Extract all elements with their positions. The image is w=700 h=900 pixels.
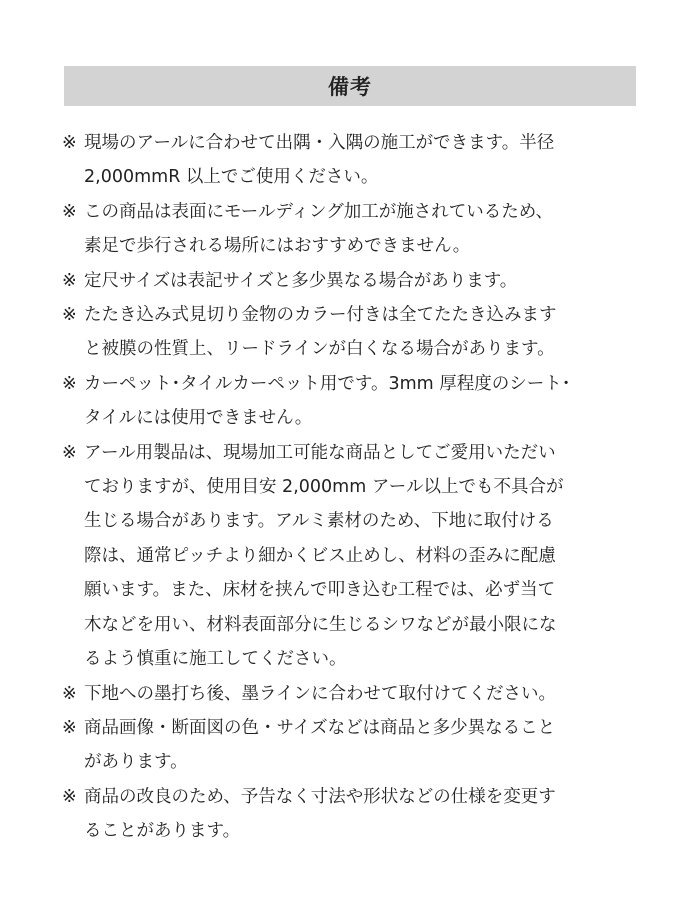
note-item [62,264,642,298]
note-item [62,195,642,264]
note-line: 商品画像・断面図の色・サイズなどは商品と多少異なること [84,717,556,738]
note-text [84,711,555,780]
note-line: 商品の改良のため、予告なく寸法や形状などの仕様を変更す [84,786,556,807]
note-item [62,677,642,711]
note-text [84,436,563,677]
note-item [62,711,642,780]
note-item [62,780,642,849]
note-line: るよう慎重に施工してください。 [84,649,347,670]
note-line: 素足で歩行される場所にはおすすめできません。 [84,236,471,257]
note-item [62,298,642,367]
note-text [84,264,517,298]
notes-list [62,126,642,849]
note-text [84,367,571,436]
note-line: ることがあります。 [84,821,241,842]
note-text [84,195,553,264]
note-line: 現場のアールに合わせて出隅・入隅の施工ができます。半径 [84,133,555,153]
note-line: 願います。また、床材を挟んで叩き込む工程では、必ず当て [84,580,556,601]
note-line: 2,000mmR 以上でご使用ください。 [84,167,379,188]
note-line: 生じる場合があります。アルミ素材のため、下地に取付ける [84,511,554,532]
note-line: たたき込み式見切り金物のカラー付きは全てたたき込みます [84,305,557,326]
note-mark: ※ [62,717,77,738]
note-line: この商品は表面にモールディング加工が施されているため、 [84,201,553,222]
note-line: 定尺サイズは表記サイズと多少異なる場合があります。 [84,270,518,291]
note-text [84,677,556,711]
note-line: 木などを用い、材料表面部分に生じるシワなどが最小限にな [84,614,557,635]
note-line: 下地への墨打ち後、墨ラインに合わせて取付けてください。 [84,683,556,704]
note-mark: ※ [62,201,77,222]
note-mark: ※ [62,133,77,153]
remarks-header [64,66,636,106]
remarks-title: 備考 [328,75,372,99]
note-mark: ※ [62,683,77,704]
note-text [84,780,556,849]
note-line: 際は、通常ピッチより細かくビス止めし、材料の歪みに配慮 [84,545,556,566]
note-mark: ※ [62,373,77,394]
note-item [62,436,642,677]
note-mark: ※ [62,786,77,807]
note-mark: ※ [62,442,77,463]
note-item [62,126,642,195]
note-mark: ※ [62,305,77,326]
note-line: ておりますが、使用目安 2,000mm アール以上でも不具合が [84,477,564,498]
note-text [84,298,557,367]
note-item [62,367,642,436]
note-line: カーペット･タイルカーペット用です。3mm 厚程度のシート･ [84,373,571,394]
note-line: があります。 [84,752,188,773]
note-mark: ※ [62,270,77,291]
note-line: タイルには使用できません。 [84,408,313,429]
note-line: と被膜の性質上、リードラインが白くなる場合があります。 [84,339,555,360]
note-text [84,126,554,195]
note-line: アール用製品は、現場加工可能な商品としてご愛用いただい [84,442,556,463]
